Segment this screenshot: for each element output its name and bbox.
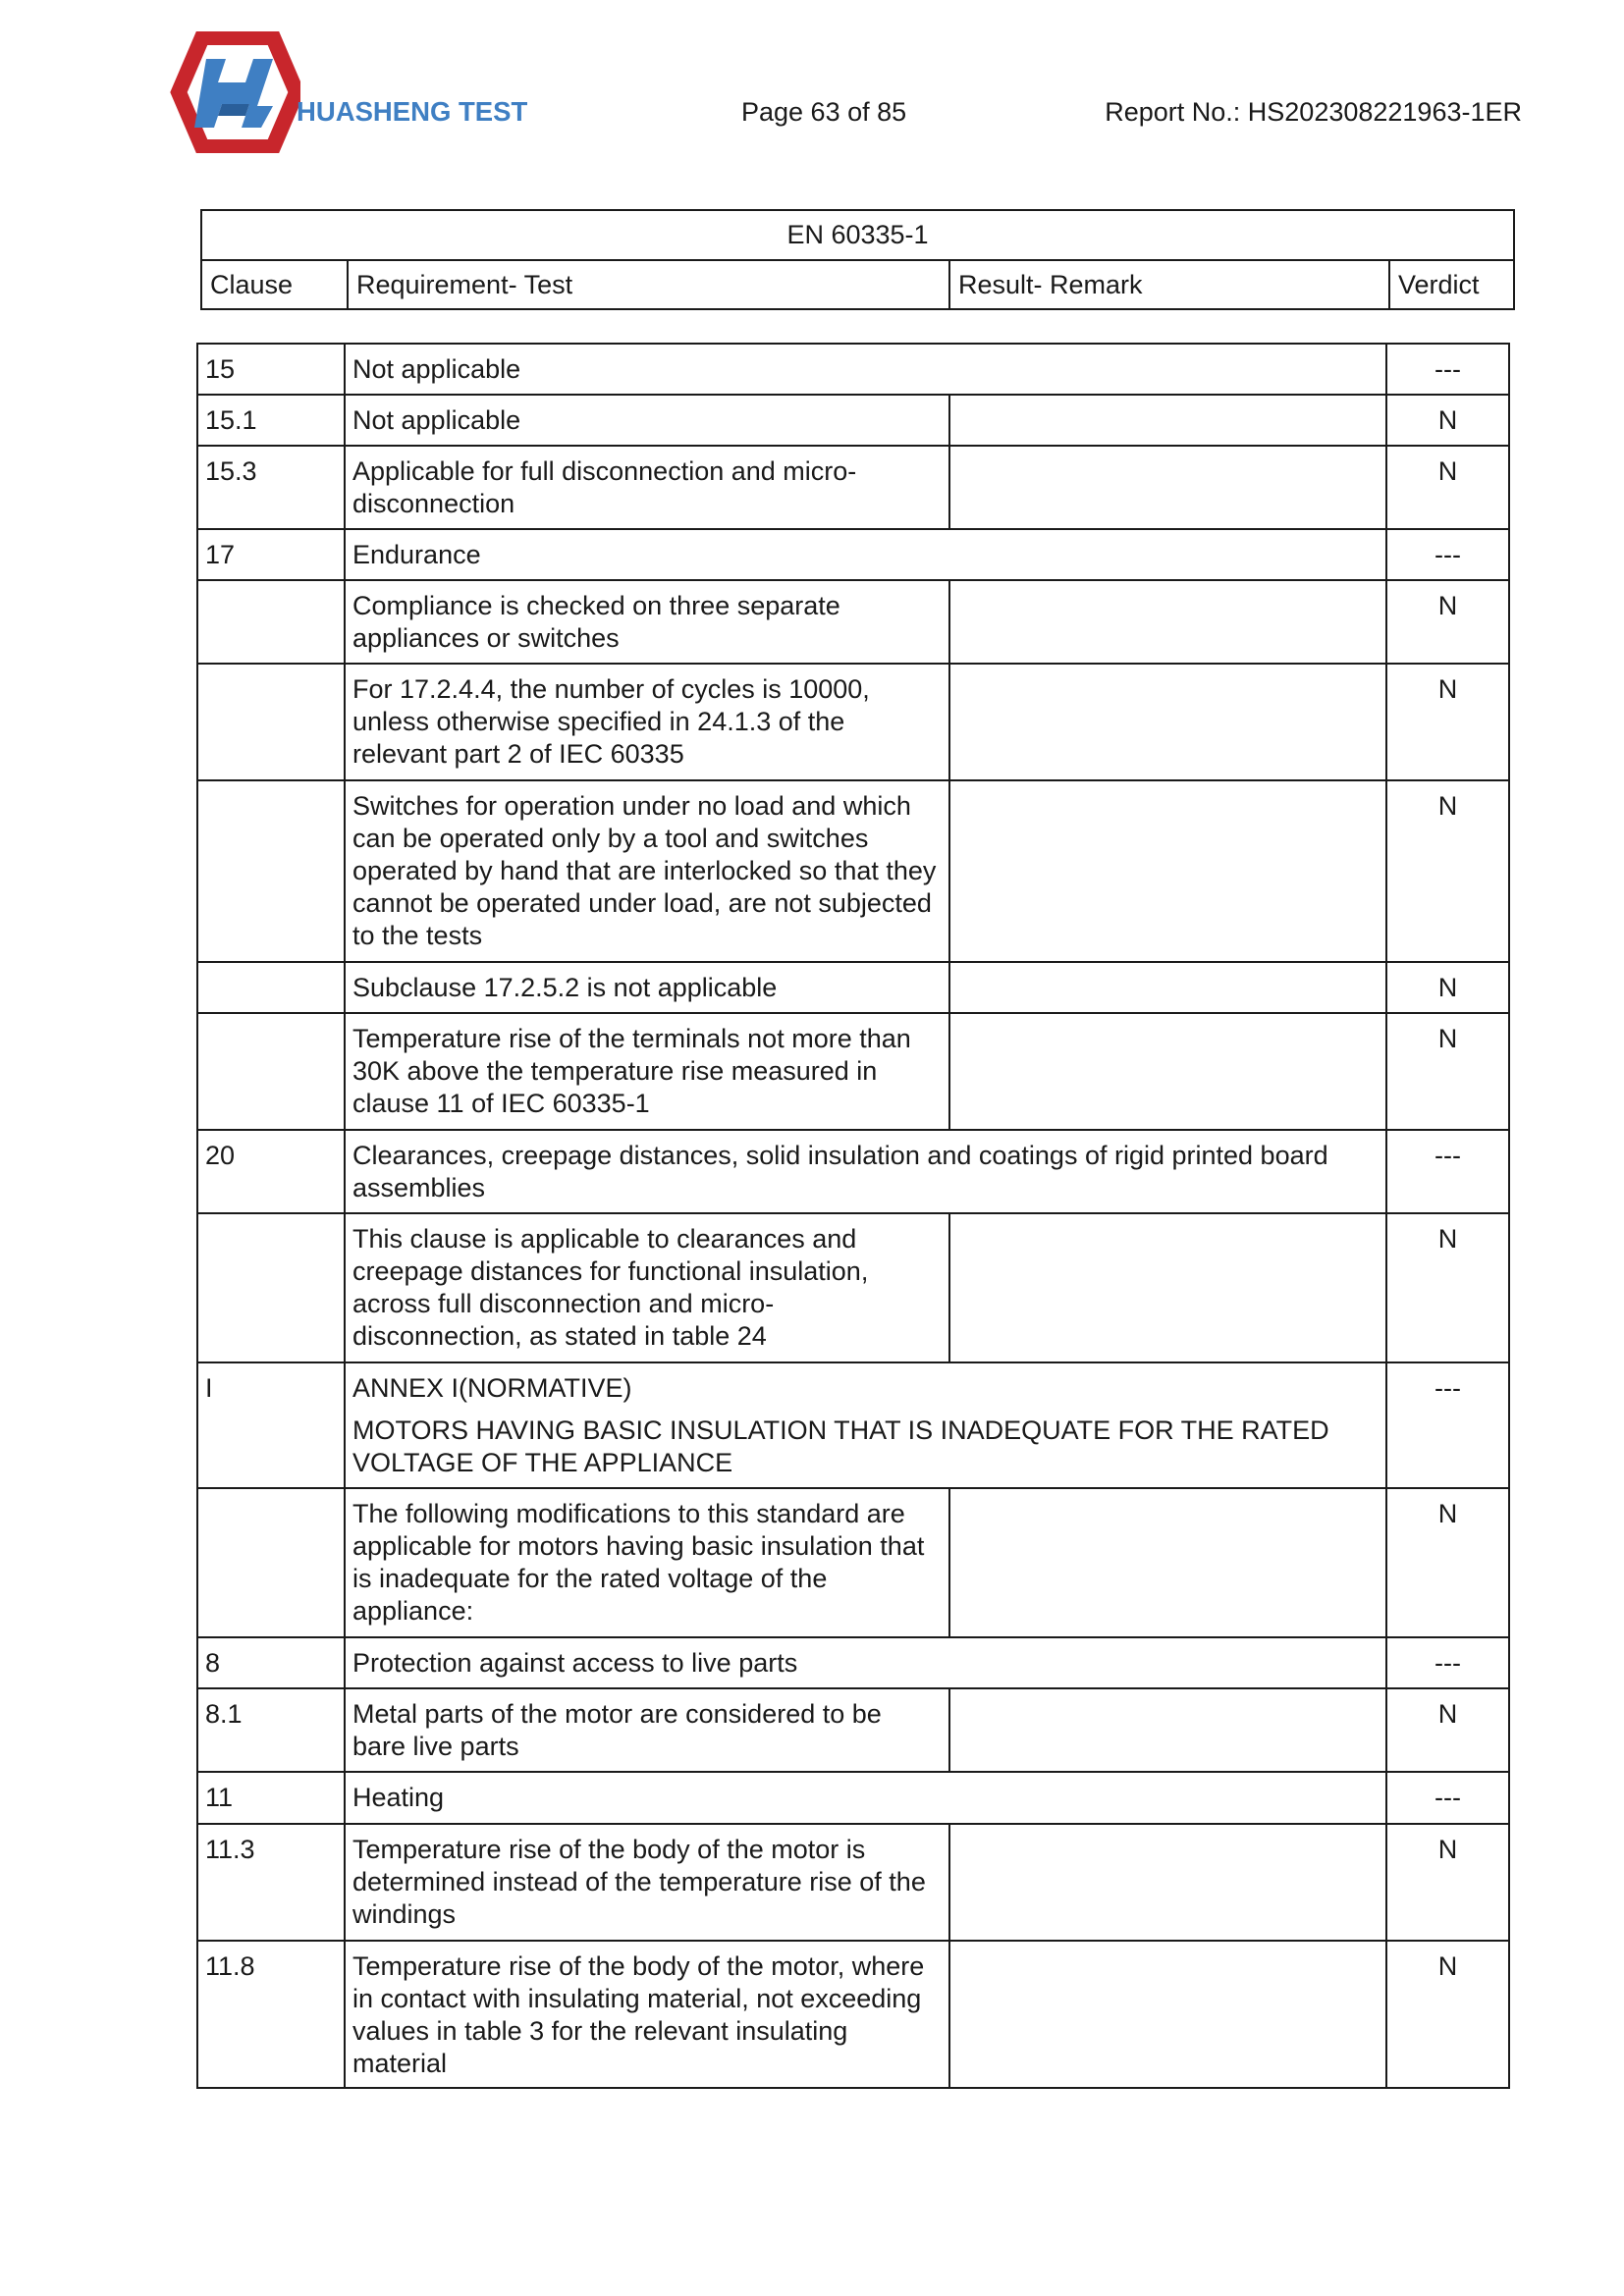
- result-cell: [949, 446, 1386, 529]
- clause-cell: 8.1: [197, 1688, 345, 1772]
- table-row: [197, 1824, 1509, 1941]
- annex-title: ANNEX I(NORMATIVE): [352, 1373, 632, 1403]
- verdict-cell: N: [1386, 446, 1509, 529]
- table-row: [197, 1941, 1509, 2088]
- requirement-text: The following modifications to this standard are applicable for motors having basic insulation that is inadequate for the rated voltage of the appliance:: [352, 1499, 925, 1626]
- requirement-cell: [345, 1130, 1386, 1213]
- table-row: [197, 664, 1509, 780]
- result-cell: [949, 1824, 1386, 1941]
- requirement-text: Protection against access to live parts: [352, 1648, 798, 1678]
- requirement-cell: [345, 446, 949, 529]
- clause-cell: 17: [197, 529, 345, 580]
- requirement-text: Subclause 17.2.5.2 is not applicable: [352, 973, 778, 1002]
- table-row: [197, 780, 1509, 962]
- column-header-requirement: Requirement- Test: [348, 260, 949, 309]
- requirement-text: Metal parts of the motor are considered to be bare live parts: [352, 1699, 882, 1761]
- clause-table: [196, 343, 1510, 2089]
- table-row: [197, 446, 1509, 529]
- requirement-cell: [345, 1213, 949, 1362]
- result-cell: [949, 395, 1386, 446]
- requirement-cell: [345, 1772, 1386, 1824]
- requirement-cell: [345, 1688, 949, 1772]
- verdict-cell: ---: [1386, 344, 1509, 395]
- result-cell: [949, 1213, 1386, 1362]
- requirement-text: Clearances, creepage distances, solid insulation and coatings of rigid printed board assemblies: [352, 1141, 1328, 1202]
- table-row: [197, 1130, 1509, 1213]
- verdict-cell: ---: [1386, 529, 1509, 580]
- result-cell: [949, 580, 1386, 664]
- standard-header-table: [200, 209, 1515, 310]
- annex-subtitle: MOTORS HAVING BASIC INSULATION THAT IS INADEQUATE FOR THE RATED VOLTAGE OF THE APPLIANCE: [352, 1415, 1329, 1477]
- verdict-cell: ---: [1386, 1130, 1509, 1213]
- table-row: [197, 1688, 1509, 1772]
- table-row: [197, 395, 1509, 446]
- requirement-cell: [345, 962, 949, 1013]
- requirement-text: Compliance is checked on three separate appliances or switches: [352, 591, 840, 653]
- requirement-text: This clause is applicable to clearances and creepage distances for functional insulation, across full disconnection and micro- disconnection, as stated in table 24: [352, 1224, 869, 1351]
- requirement-cell: [345, 395, 949, 446]
- table-row: [197, 1362, 1509, 1488]
- standard-row: [201, 210, 1514, 260]
- requirement-cell: [345, 1013, 949, 1130]
- clause-cell: [197, 1013, 345, 1130]
- page-number: Page 63 of 85: [741, 97, 907, 127]
- result-cell: [949, 1488, 1386, 1637]
- result-cell: [949, 962, 1386, 1013]
- requirement-cell: [345, 1637, 1386, 1688]
- verdict-cell: N: [1386, 1488, 1509, 1637]
- verdict-cell: N: [1386, 580, 1509, 664]
- requirement-text: For 17.2.4.4, the number of cycles is 10000, unless otherwise specified in 24.1.3 of the relevant part 2 of IEC 60335: [352, 674, 870, 769]
- verdict-cell: N: [1386, 395, 1509, 446]
- table-row: [197, 1772, 1509, 1824]
- result-cell: [949, 1688, 1386, 1772]
- verdict-cell: N: [1386, 1688, 1509, 1772]
- requirement-cell: [345, 664, 949, 780]
- requirement-cell: [345, 580, 949, 664]
- verdict-cell: ---: [1386, 1362, 1509, 1488]
- table-row: [197, 1637, 1509, 1688]
- result-cell: [949, 1013, 1386, 1130]
- huasheng-logo: [163, 31, 300, 153]
- clause-cell: [197, 580, 345, 664]
- requirement-text: Heating: [352, 1783, 445, 1812]
- clause-cell: [197, 664, 345, 780]
- brand-name: HUASHENG TEST: [297, 96, 528, 127]
- verdict-cell: N: [1386, 780, 1509, 962]
- verdict-cell: N: [1386, 1941, 1509, 2088]
- requirement-text: Temperature rise of the body of the motor, where in contact with insulating material, not exceeding values in table 3 for the relevant insulating material: [352, 1951, 925, 2078]
- clause-cell: 15.1: [197, 395, 345, 446]
- verdict-cell: ---: [1386, 1772, 1509, 1824]
- column-header-result: Result- Remark: [949, 260, 1389, 309]
- table-row: [197, 529, 1509, 580]
- verdict-cell: N: [1386, 1213, 1509, 1362]
- result-cell: [949, 664, 1386, 780]
- clause-cell: [197, 780, 345, 962]
- clause-cell: I: [197, 1362, 345, 1488]
- result-cell: [949, 780, 1386, 962]
- requirement-cell: [345, 1362, 1386, 1488]
- clause-cell: [197, 1488, 345, 1637]
- table-row: [197, 1213, 1509, 1362]
- clause-cell: 20: [197, 1130, 345, 1213]
- table-row: [197, 580, 1509, 664]
- clause-cell: [197, 962, 345, 1013]
- report-number: Report No.: HS202308221963-1ER: [1105, 97, 1522, 127]
- table-row: [197, 1488, 1509, 1637]
- result-cell: [949, 1941, 1386, 2088]
- clause-cell: 8: [197, 1637, 345, 1688]
- clause-cell: 15.3: [197, 446, 345, 529]
- table-row: [197, 344, 1509, 395]
- requirement-text: Endurance: [352, 540, 481, 569]
- requirement-cell: [345, 1941, 949, 2088]
- column-header-verdict: Verdict: [1389, 260, 1514, 309]
- verdict-cell: N: [1386, 1824, 1509, 1941]
- requirement-text: Temperature rise of the body of the motor is determined instead of the temperature rise of the windings: [352, 1835, 926, 1929]
- verdict-cell: ---: [1386, 1637, 1509, 1688]
- table-row: [197, 962, 1509, 1013]
- clause-cell: 15: [197, 344, 345, 395]
- requirement-text: Not applicable: [352, 354, 521, 384]
- requirement-cell: [345, 1488, 949, 1637]
- clause-cell: 11.3: [197, 1824, 345, 1941]
- clause-cell: [197, 1213, 345, 1362]
- requirement-text: Switches for operation under no load and which can be operated only by a tool and switches operated by hand that are interlocked so that they cannot be operated under load, are not subjected to the tests: [352, 791, 937, 950]
- requirement-text: Not applicable: [352, 405, 521, 435]
- table-row: [197, 1013, 1509, 1130]
- requirement-cell: [345, 529, 1386, 580]
- column-header-row: [201, 260, 1514, 309]
- clause-cell: 11.8: [197, 1941, 345, 2088]
- clause-cell: 11: [197, 1772, 345, 1824]
- requirement-cell: [345, 1824, 949, 1941]
- requirement-cell: [345, 344, 1386, 395]
- column-header-clause: Clause: [201, 260, 348, 309]
- verdict-cell: N: [1386, 962, 1509, 1013]
- requirement-cell: [345, 780, 949, 962]
- standard-title: EN 60335-1: [201, 210, 1514, 260]
- requirement-text: Temperature rise of the terminals not more than 30K above the temperature rise measured in clause 11 of IEC 60335-1: [352, 1024, 911, 1118]
- verdict-cell: N: [1386, 1013, 1509, 1130]
- requirement-text: Applicable for full disconnection and micro- disconnection: [352, 456, 857, 518]
- verdict-cell: N: [1386, 664, 1509, 780]
